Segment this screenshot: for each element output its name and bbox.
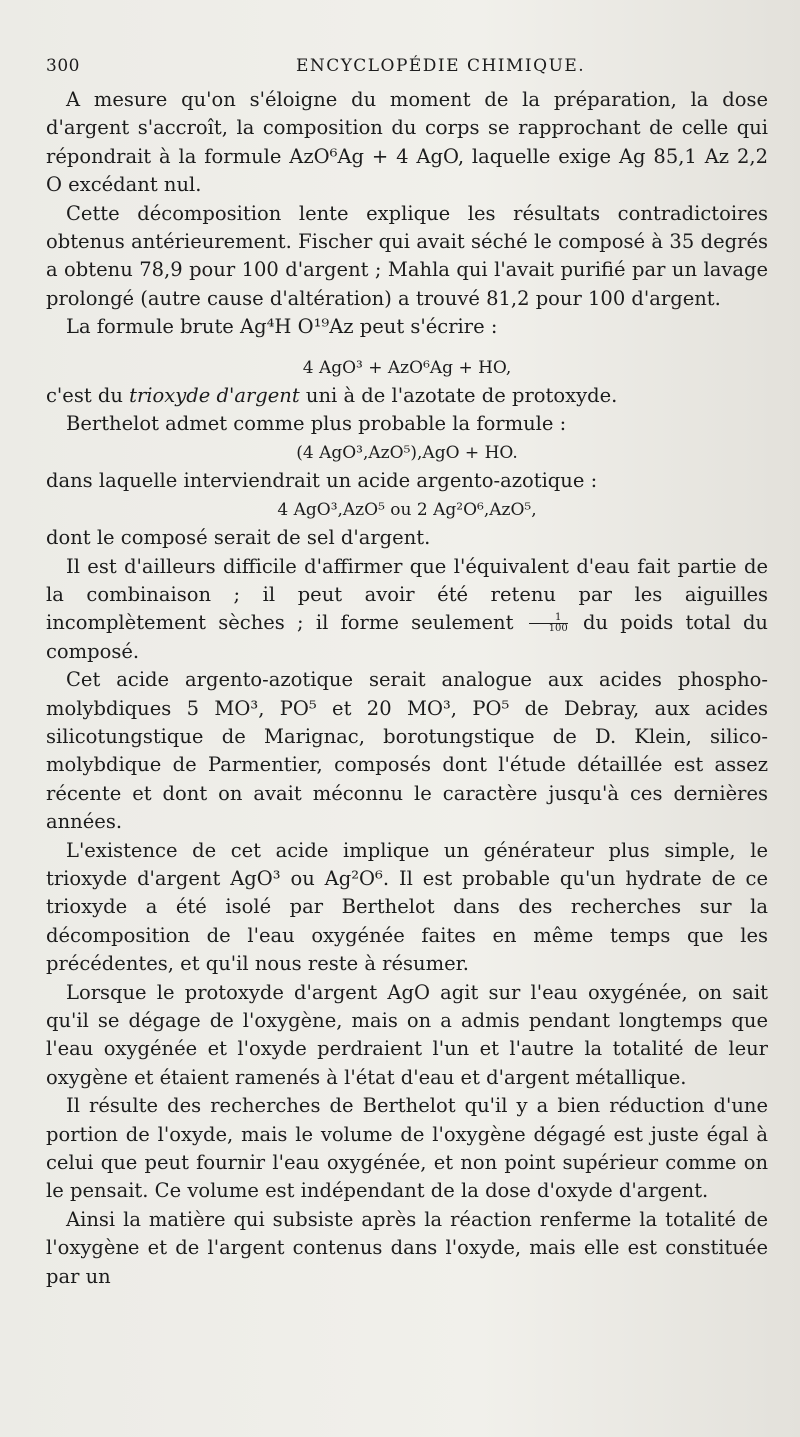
text-run: du poids total du composé. <box>46 611 768 663</box>
page-header <box>46 56 768 76</box>
formula: 4 AgO³,AzO⁵ ou 2 Ag²O⁶,AzO⁵, <box>277 499 537 520</box>
text-run: Il est d'ailleurs difficile d'affirmer que l'équivalent d'eau fait partie de la combinaison ; il peut avoir été retenu par les aiguilles incomplètement sèches ; il forme seulement <box>46 554 768 635</box>
paragraph: A mesure qu'on s'éloigne du moment de la préparation, la dose d'argent s'accroît, la composition du corps se rapprochant de celle qui répondrait à la formule AzO⁶Ag + 4 AgO, laquelle exige Ag 85,1 Az 2,2 O excédant nul. <box>46 88 768 197</box>
paragraph: Cette décomposition lente explique les résultats contradictoires obtenus antérieurement. Fischer qui avait séché le composé à 35 degrés a obtenu 78,9 pour 100 d'argent ; Mahla qui l'avait purifié par un lavage prolongé (autre cause d'altération) a trouvé 81,2 pour 100 d'argent. <box>46 201 768 310</box>
running-title: ENCYCLOPÉDIE CHIMIQUE. <box>296 56 586 76</box>
formula: (4 AgO³,AzO⁵),AgO + HO. <box>296 442 518 463</box>
text-run: c'est du <box>46 384 130 408</box>
paragraph: dans laquelle interviendrait un acide argento-azotique : <box>46 469 598 493</box>
paragraph: La formule brute Ag⁴H O¹⁹Az peut s'écrire : <box>66 315 498 339</box>
paragraph: Berthelot admet comme plus probable la formule : <box>66 412 567 436</box>
paragraph: Ainsi la matière qui subsiste après la réaction renferme la totalité de l'oxygène et de l'argent contenus dans l'oxyde, mais elle est constituée par un <box>46 1207 768 1288</box>
paragraph: Lorsque le protoxyde d'argent AgO agit sur l'eau oxygénée, on sait qu'il se dégage de l'oxygène, mais on a admis pendant longtemps que l'eau oxygénée et l'oxyde perdraient l'un et l'autre la totalité de leur oxygène et étaient ramenés à l'état d'eau et d'argent métallique. <box>46 980 768 1089</box>
fraction <box>529 613 568 634</box>
paragraph <box>46 382 768 410</box>
page-number: 300 <box>46 56 80 76</box>
paragraph: L'existence de cet acide implique un générateur plus simple, le trioxyde d'argent AgO³ ou Ag²O⁶. Il est probable qu'un hydrate de ce trioxyde a été isolé par Berthelot dans des recherches sur la décomposition de l'eau oxygénée faites en même temps que les précédentes, et qu'il nous reste à résumer. <box>46 838 768 976</box>
paragraph: Cet acide argento-azotique serait analogue aux acides phospho-molybdiques 5 MO³, PO⁵ et 20 MO³, PO⁵ de Debray, aux acides silicotungstique de Marignac, borotungstique de D. Klein, silico-molybdique de Parmentier, composés dont l'étude détaillée est assez récente et dont on avait méconnu le caractère jusqu'à ces dernières années. <box>46 668 768 834</box>
fraction-denominator: 100 <box>548 623 568 635</box>
paragraph: dont le composé serait de sel d'argent. <box>46 526 431 550</box>
formula: 4 AgO³ + AzO⁶Ag + HO, <box>302 357 512 378</box>
paragraph: Il résulte des recherches de Berthelot qu'il y a bien réduction d'une portion de l'oxyde, mais le volume de l'oxygène dégagé est juste égal à celui que peut fournir l'eau oxygénée, et non point supérieur comme on le pensait. Ce volume est indépendant de la dose d'oxyde d'argent. <box>46 1094 768 1203</box>
paragraph <box>46 553 768 667</box>
italic-term: trioxyde d'argent <box>129 384 300 408</box>
body-text <box>46 86 768 1291</box>
text-run: uni à de l'azotate de protoxyde. <box>299 384 618 408</box>
fraction-numerator: 1 <box>529 613 568 624</box>
